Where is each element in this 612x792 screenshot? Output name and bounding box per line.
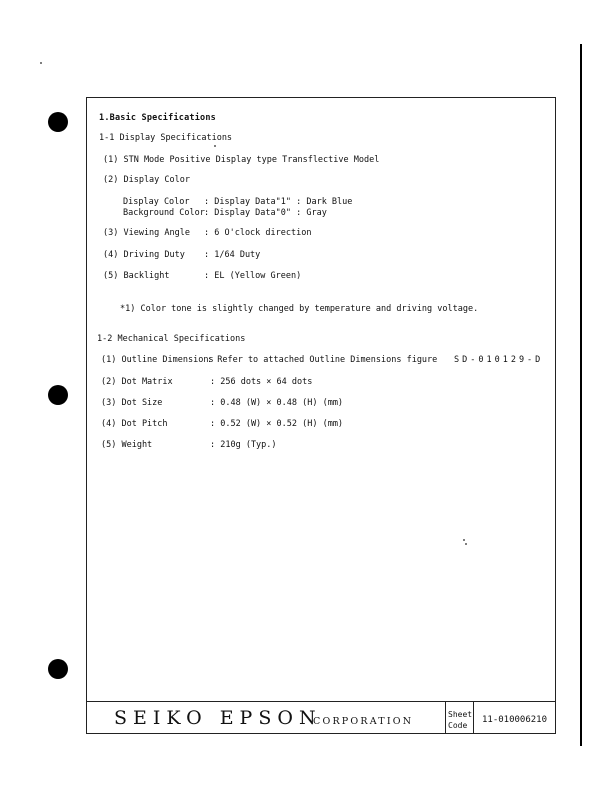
sheet-label: Sheet — [448, 710, 473, 719]
dot-matrix-value: : 256 dots × 64 dots — [210, 377, 313, 387]
outline-dimensions-value: : Refer to attached Outline Dimensions figure — [207, 355, 438, 365]
sheet-code-box — [445, 702, 474, 734]
dot-size-label: (3) Dot Size — [101, 398, 163, 408]
outline-dimensions-ref: SD-010129-D — [454, 355, 544, 365]
company-name: SEIKO EPSON — [114, 707, 322, 729]
document-code: 11-010006210 — [482, 715, 548, 725]
scan-speck — [40, 62, 42, 64]
viewing-angle-value: : 6 O'clock direction — [204, 228, 312, 238]
display-spec-heading: 1-1 Display Specifications — [99, 133, 233, 143]
mechanical-spec-heading: 1-2 Mechanical Specifications — [97, 334, 246, 344]
weight-value: : 210g (Typ.) — [210, 440, 277, 450]
punch-hole-top — [48, 112, 68, 132]
document-frame — [86, 97, 556, 734]
weight-label: (5) Weight — [101, 440, 153, 450]
background-color-label: Background Color — [123, 208, 205, 218]
dot-matrix-label: (2) Dot Matrix — [101, 377, 173, 387]
display-mode: (1) STN Mode Positive Display type Transflective Model — [103, 155, 380, 165]
punch-hole-middle — [48, 385, 68, 405]
code-label: Code — [448, 721, 468, 730]
dot-pitch-value: : 0.52 (W) × 0.52 (H) (mm) — [210, 419, 344, 429]
dot-pitch-label: (4) Dot Pitch — [101, 419, 168, 429]
title-block — [86, 701, 556, 734]
display-color-label: Display Color — [123, 197, 190, 207]
dot-size-value: : 0.48 (W) × 0.48 (H) (mm) — [210, 398, 344, 408]
display-color-value: : Display Data"1" : Dark Blue — [204, 197, 353, 207]
section-title: 1.Basic Specifications — [99, 113, 216, 123]
driving-duty-value: : 1/64 Duty — [204, 250, 261, 260]
outline-dimensions-label: (1) Outline Dimensions — [101, 355, 214, 365]
page-edge-line — [580, 44, 582, 746]
display-color-heading: (2) Display Color — [103, 175, 190, 185]
punch-hole-bottom — [48, 659, 68, 679]
viewing-angle-label: (3) Viewing Angle — [103, 228, 190, 238]
company-corporation: CORPORATION — [313, 716, 414, 727]
background-color-value: : Display Data"0" : Gray — [204, 208, 327, 218]
color-tone-note: *1) Color tone is slightly changed by temperature and driving voltage. — [120, 304, 479, 314]
backlight-label: (5) Backlight — [103, 271, 170, 281]
driving-duty-label: (4) Driving Duty — [103, 250, 185, 260]
backlight-value: : EL (Yellow Green) — [204, 271, 302, 281]
